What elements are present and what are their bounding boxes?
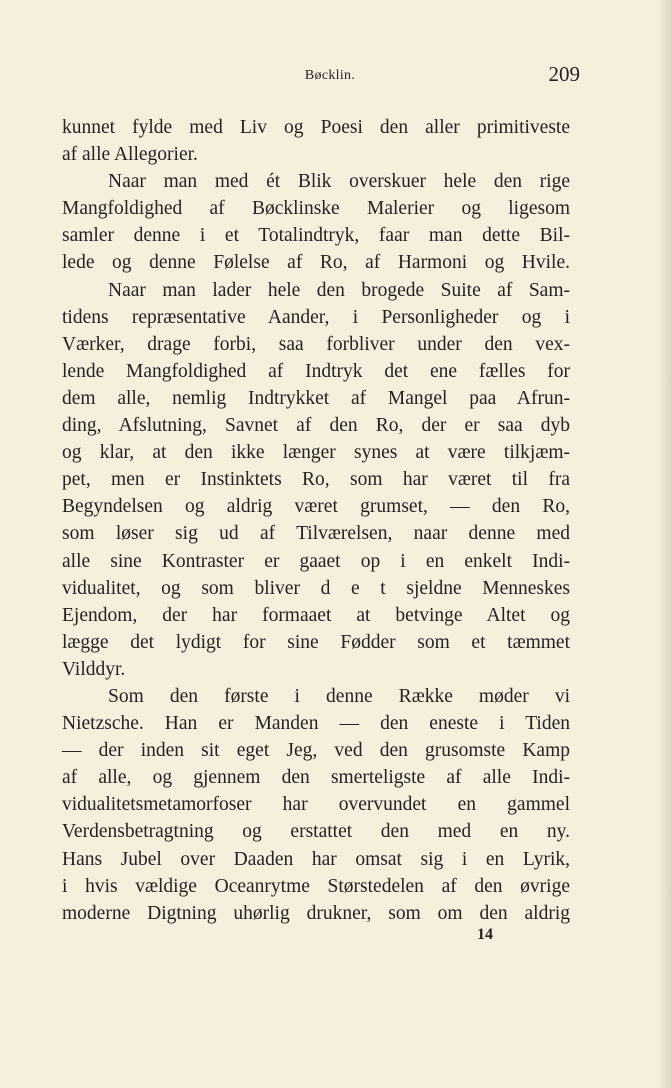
text-line: Ejendom, der har formaaet at betvinge Altet og (62, 604, 570, 626)
signature-mark: 14 (477, 926, 493, 943)
text-line: af alle Allegorier. (62, 144, 198, 166)
text-line: — der inden sit eget Jeg, ved den grusomste Kamp (62, 740, 570, 762)
text-line: Mangfoldighed af Bøcklinske Malerier og ligesom (62, 198, 570, 220)
text-line: Hans Jubel over Daaden har omsat sig i en Lyrik, (62, 848, 570, 870)
text-line: af alle, og gjennem den smerteligste af alle Indi- (62, 767, 570, 789)
text-line: og klar, at den ikke længer synes at være tilkjæm- (62, 442, 570, 464)
text-line: tidens repræsentative Aander, i Personligheder og i (62, 306, 570, 328)
text-line: Verdensbetragtning og erstattet den med en ny. (62, 821, 570, 843)
text-line: vidualitet, og som bliver d e t sjeldne Menneskes (62, 577, 570, 599)
text-line: lede og denne Følelse af Ro, af Harmoni og Hvile. (62, 252, 570, 274)
page-number: 209 (548, 62, 580, 86)
text-line: Vilddyr. (62, 658, 126, 680)
body-text (62, 114, 570, 927)
text-line: Som den første i denne Række møder vi (108, 685, 570, 707)
text-line: Begyndelsen og aldrig været grumset, — den Ro, (62, 496, 570, 518)
text-line: pet, men er Instinktets Ro, som har været til fra (62, 469, 570, 491)
text-line: Naar man med ét Blik overskuer hele den rige (108, 171, 570, 193)
text-line: som løser sig ud af Tilværelsen, naar denne med (62, 523, 570, 545)
text-line: i hvis vældige Oceanrytme Størstedelen af den øvrige (62, 875, 570, 897)
running-title: Bøcklin. (304, 68, 356, 83)
text-line: Værker, drage forbi, saa forbliver under den vex- (62, 333, 570, 355)
text-line: moderne Digtning uhørlig drukner, som om den aldrig (62, 902, 570, 924)
text-line: samler denne i et Totalindtryk, faar man dette Bil- (62, 225, 570, 247)
text-line: Naar man lader hele den brogede Suite af Sam- (108, 279, 570, 301)
text-line: kunnet fylde med Liv og Poesi den aller primitiveste (62, 117, 570, 138)
page-edge-shadow (658, 0, 672, 1088)
text-line: ding, Afslutning, Savnet af den Ro, der er saa dyb (62, 415, 570, 437)
text-line: Nietzsche. Han er Manden — den eneste i Tiden (62, 713, 570, 735)
text-line: dem alle, nemlig Indtrykket af Mangel paa Afrun- (62, 387, 570, 409)
text-line: lægge det lydigt for sine Fødder som et tæmmet (62, 631, 570, 653)
text-line: vidualitetsmetamorfoser har overvundet en gammel (62, 794, 570, 816)
text-line: lende Mangfoldighed af Indtryk det ene fælles for (62, 360, 570, 382)
text-line: alle sine Kontraster er gaaet op i en enkelt Indi- (62, 550, 570, 572)
